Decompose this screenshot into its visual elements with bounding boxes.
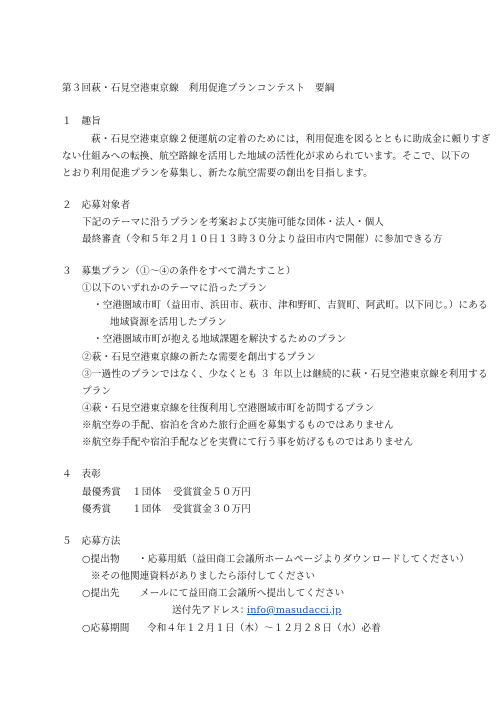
- purpose-paragraph-line: 萩・石見空港東京線２便運航の定着のためには，利用促進を図るとともに助成金に頼りすぎ: [91, 134, 491, 145]
- plan-note: ※航空券の手配、宿泊を含めた旅行企画を募集するものではありません: [82, 420, 394, 431]
- email-link[interactable]: info@masudacci.jp: [247, 605, 342, 616]
- section-heading-eligibility: ２ 応募対象者: [62, 200, 131, 211]
- document-title: 第３回萩・石見空港東京線 利用促進プランコンテスト 要綱: [62, 83, 335, 94]
- section-heading-plan: ３ 募集プラン（①〜④の条件をすべて満たすこと）: [62, 266, 296, 277]
- plan-condition: ③一過性のプランではなく、少なくとも ３ 年以上は継続的に萩・石見空港東京線を利用する: [82, 369, 488, 380]
- destination-label: ○提出先: [82, 588, 120, 599]
- section-heading-purpose: １ 趣旨: [62, 116, 101, 127]
- eligibility-line: 下記のテーマに沿うプランを考案および実施可能な団体・法人・個人: [82, 217, 385, 228]
- plan-theme-item: 地域資源を活用したプラン: [110, 317, 227, 328]
- award-count: １団体: [132, 487, 162, 498]
- section-heading-application: ５ 応募方法: [62, 536, 121, 547]
- purpose-paragraph-line: とおり利用促進プランを募集し、新たな航空需要の創出を目指します。: [62, 168, 374, 179]
- award-prize: 受賞賞金３０万円: [173, 504, 251, 515]
- award-name: 最優秀賞: [82, 487, 121, 498]
- period-text: 令和４年１２月１日（木）〜１２月２８日（水）必着: [147, 623, 381, 634]
- award-prize: 受賞賞金５０万円: [173, 487, 251, 498]
- destination-text: メールにて益田商工会議所へ提出してください: [140, 588, 345, 599]
- award-count: １団体: [132, 504, 162, 515]
- plan-theme-item: ・空港圏域市町（益田市、浜田市、萩市、津和野町、吉賀町、阿武町。以下同じ。）にある: [93, 300, 488, 311]
- award-name: 優秀賞: [82, 504, 112, 515]
- plan-condition: ①以下のいずれかのテーマに沿ったプラン: [82, 283, 268, 294]
- plan-note: ※航空券手配や宿泊手配などを実費にて行う事を妨げるものではありません: [82, 437, 414, 448]
- plan-theme-item: ・空港圏域市町が抱える地域課題を解決するためのプラン: [93, 334, 347, 345]
- section-heading-awards: ４ 表彰: [62, 469, 101, 480]
- submission-label: ○提出物: [82, 554, 120, 565]
- eligibility-line: 最終審査（令和５年２月１０日１３時３０分より益田市内で開催）に参加できる方: [82, 234, 443, 245]
- plan-condition: プラン: [82, 386, 112, 397]
- period-label: ○応募期間: [82, 623, 130, 634]
- submission-text: ・応募用紙（益田商工会議所ホームページよりダウンロードしてください）: [138, 554, 470, 565]
- address-label: 送付先アドレス：: [172, 605, 250, 616]
- plan-condition: ④萩・石見空港東京線を往復利用し空港圏域市町を訪問するプラン: [82, 403, 375, 414]
- submission-note: ※その他関連資料がありましたら添付してください: [91, 571, 316, 582]
- plan-condition: ②萩・石見空港東京線の新たな需要を創出するプラン: [82, 352, 316, 363]
- purpose-paragraph-line: ない仕組みへの転換、航空路線を活用した地域の活性化が求められています。そこで、以下の: [62, 151, 471, 162]
